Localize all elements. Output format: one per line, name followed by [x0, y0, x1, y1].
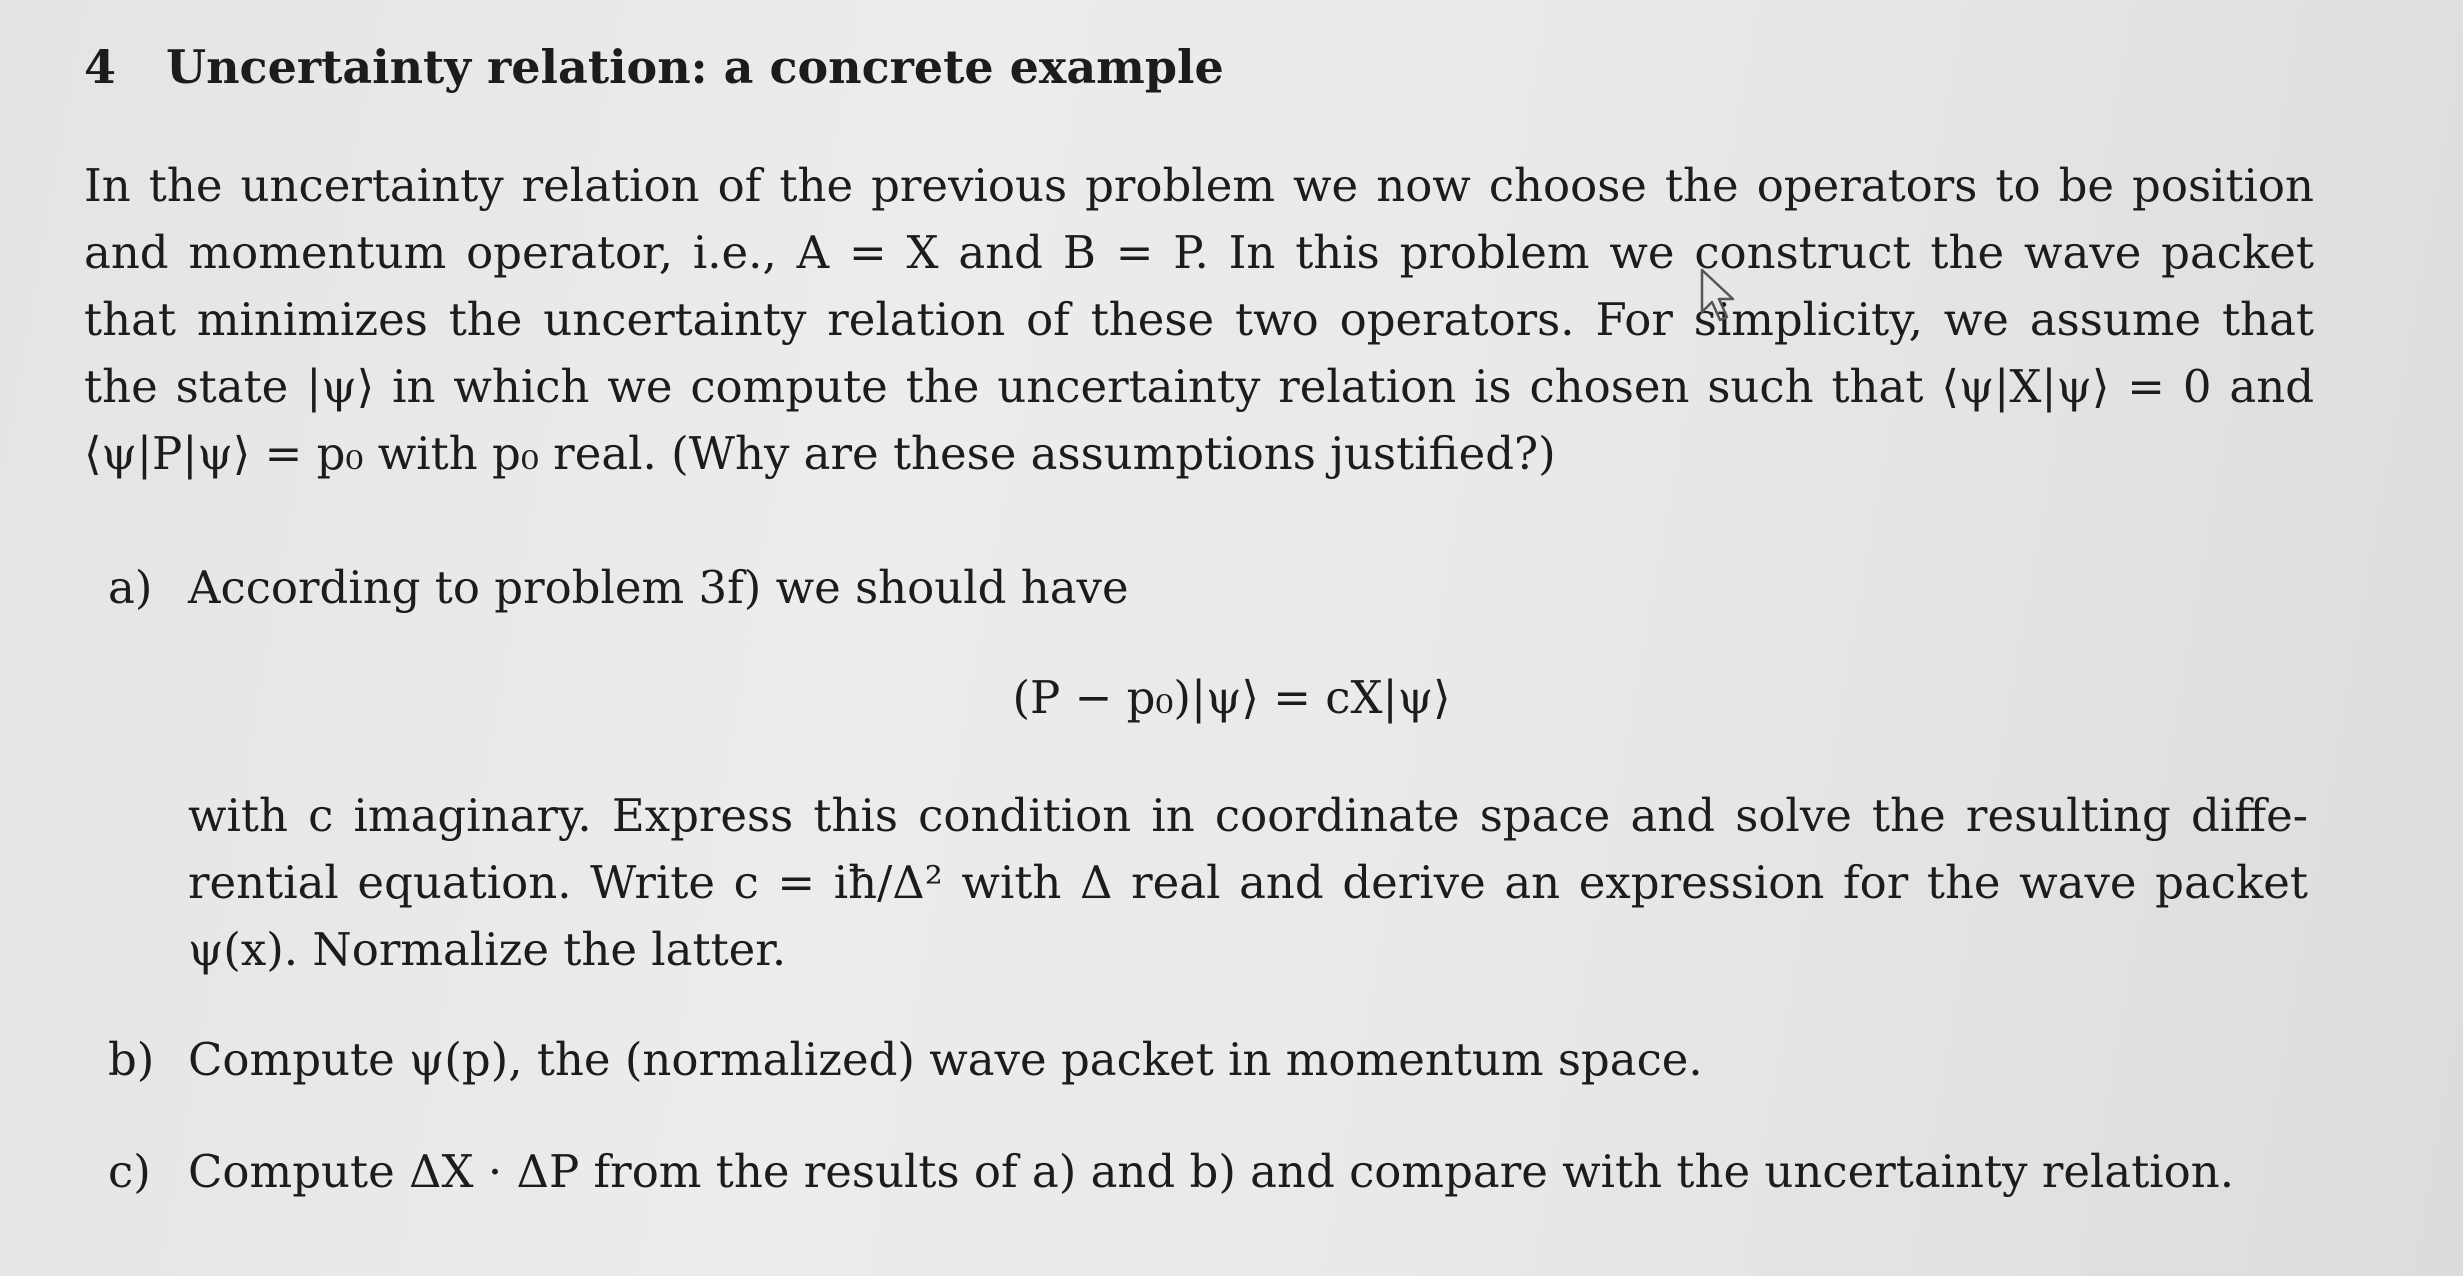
section-number: 4 — [84, 40, 117, 94]
section-title: Uncertainty relation: a concrete example — [166, 40, 1224, 94]
problem-item-c — [108, 1138, 2234, 1205]
item-text: Compute ψ(p), the (normalized) wave packet in momentum space. — [188, 1033, 1703, 1086]
section-heading — [84, 40, 1224, 94]
item-label: c) — [108, 1145, 151, 1198]
body-line: rential equation. Write c = iħ/Δ² with Δ real and derive an expression for the wave packet — [188, 856, 2308, 909]
item-label: b) — [108, 1033, 155, 1086]
intro-line: the state |ψ⟩ in which we compute the uncertainty relation is chosen such that ⟨ψ|X|ψ⟩ = 0 and — [84, 360, 2314, 413]
intro-line: and momentum operator, i.e., A = X and B = P. In this problem we construct the wave packet — [84, 226, 2314, 279]
body-line: with c imaginary. Express this condition in coordinate space and solve the resulting diffe- — [188, 789, 2308, 842]
problem-item-a — [108, 554, 1129, 621]
intro-line: ⟨ψ|P|ψ⟩ = p₀ with p₀ real. (Why are these assumptions justified?) — [84, 427, 1556, 480]
item-text: Compute ΔX · ΔP from the results of a) and b) and compare with the uncertainty relation. — [188, 1145, 2235, 1198]
item-text: According to problem 3f) we should have — [188, 561, 1129, 614]
item-label: a) — [108, 561, 153, 614]
body-line: ψ(x). Normalize the latter. — [188, 923, 787, 976]
item-a-body — [188, 782, 2308, 983]
intro-line: that minimizes the uncertainty relation of these two operators. For simplicity, we assume that — [84, 293, 2314, 346]
intro-paragraph — [84, 152, 2314, 487]
display-equation: (P − p₀)|ψ⟩ = cX|ψ⟩ — [1012, 671, 1451, 724]
problem-item-b — [108, 1026, 1703, 1093]
intro-line: In the uncertainty relation of the previous problem we now choose the operators to be position — [84, 159, 2314, 212]
